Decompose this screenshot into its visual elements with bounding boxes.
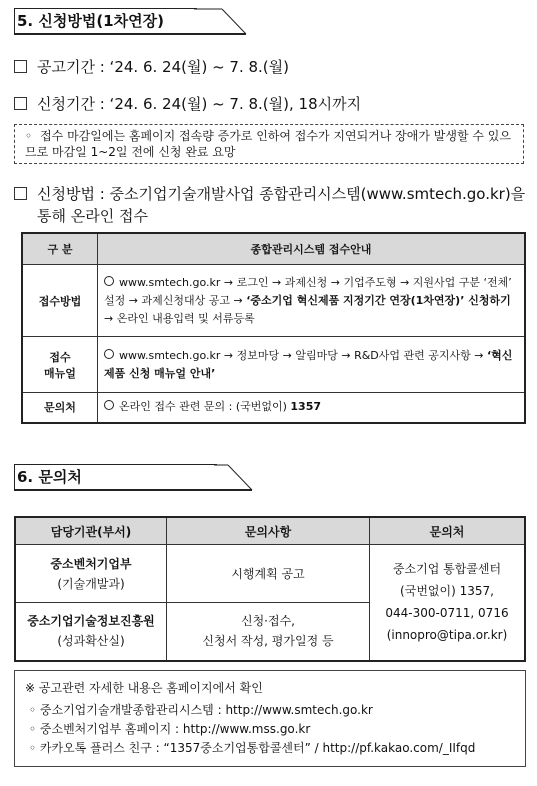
- footer-link-smtech[interactable]: ◦ 중소기업기술개발종합관리시스템 : http://www.smtech.go.kr: [29, 703, 373, 717]
- deadline-note: [14, 124, 524, 164]
- row-label-manual: 접수 매뉴얼: [22, 337, 98, 393]
- row-content-contact: 온라인 접수 관련 문의 : (국번없이) 1357: [98, 393, 526, 423]
- submission-table: [21, 232, 526, 424]
- apply-method: 신청방법 : 중소기업기술개발사업 종합관리시스템(www.smtech.go.kr)을 통해 온라인 접수: [14, 183, 529, 227]
- row-label-method: 접수방법: [22, 265, 98, 337]
- col-header-org: 담당기관(부서): [15, 517, 167, 545]
- footer-heading: ※ 공고관련 자세한 내용은 홈페이지에서 확인: [25, 681, 263, 695]
- section5-header-tail: [194, 8, 254, 36]
- inquiry-tipa: 신청·접수, 신청서 작성, 평가일정 등: [167, 603, 370, 661]
- contact-table: [14, 516, 526, 662]
- table-row: [15, 545, 525, 603]
- row-label-contact: 문의처: [22, 393, 98, 423]
- note-bullet: ◦: [25, 129, 33, 143]
- col-header-category: 구 분: [22, 233, 98, 265]
- org-tipa: 중소기업기술정보진흥원 (성과확산실): [15, 603, 167, 661]
- section6-header-tail: [214, 464, 274, 492]
- checkbox-square-icon: [14, 97, 27, 110]
- apply-period: 신청기간 : ‘24. 6. 24(월) ~ 7. 8.(월), 18시까지: [14, 93, 361, 115]
- section6-title: 6. 문의처: [14, 464, 217, 491]
- circle-bullet-icon: [104, 349, 114, 359]
- contact-info: 중소기업 통합콜센터 (국번없이) 1357, 044-300-0711, 0716 (innopro@tipa.or.kr): [370, 545, 526, 661]
- checkbox-square-icon: [14, 187, 27, 200]
- table-row: [22, 265, 525, 337]
- col-header-contact: 문의처: [370, 517, 526, 545]
- col-header-inquiry: 문의사항: [167, 517, 370, 545]
- org-mss: 중소벤처기업부 (기술개발과): [15, 545, 167, 603]
- circle-bullet-icon: [104, 400, 114, 410]
- table-row: [22, 393, 525, 423]
- checkbox-square-icon: [14, 60, 27, 73]
- note-text: 접수 마감일에는 홈페이지 접속량 증가로 인하여 접수가 지연되거나 장애가 발생할 수 있으므로 마감일 1~2일 전에 신청 완료 요망: [25, 129, 511, 159]
- inquiry-mss: 시행계획 공고: [167, 545, 370, 603]
- notice-period: 공고기간 : ‘24. 6. 24(월) ~ 7. 8.(월): [14, 56, 289, 78]
- row-content-method: www.smtech.go.kr → 로그인 → 과제신청 → 기업주도형 → 지원사업 구분 ‘전체’ 설정 → 과제신청대상 공고 → ‘중소기업 혁신제품 지정기간 연장(1차연장)’ 신청하기 → 온라인 내용입력 및 서류등록: [98, 265, 526, 337]
- section5-title: 5. 신청방법(1차연장): [14, 8, 197, 35]
- section5-header: [14, 8, 244, 35]
- section6-header: [14, 464, 264, 491]
- col-header-guide: 종합관리시스템 접수안내: [98, 233, 526, 265]
- footer-link-kakao[interactable]: ◦ 카카오톡 플러스 친구 : “1357중소기업통합콜센터” / http://pf.kakao.com/_IIfqd: [29, 741, 476, 755]
- footer-link-mss[interactable]: ◦ 중소벤처기업부 홈페이지 : http://www.mss.go.kr: [29, 722, 311, 736]
- table-header-row: [22, 233, 525, 265]
- circle-bullet-icon: [104, 276, 114, 286]
- homepage-info-box: [14, 670, 526, 767]
- table-header-row: [15, 517, 525, 545]
- row-content-manual: www.smtech.go.kr → 정보마당 → 알림마당 → R&D사업 관련 공지사항 → ‘혁신제품 신청 매뉴얼 안내’: [98, 337, 526, 393]
- table-row: [22, 337, 525, 393]
